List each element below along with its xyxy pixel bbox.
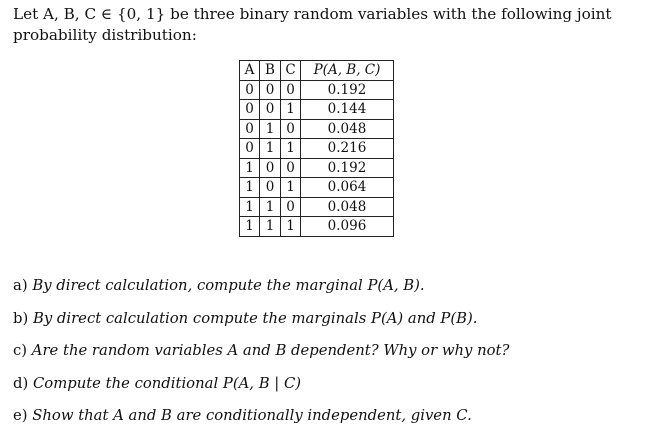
- cell-c: 1: [281, 217, 301, 237]
- question-text: Compute the conditional P(A, B | C): [32, 374, 302, 392]
- cell-probability: 0.096: [301, 217, 394, 237]
- cell-a: 1: [240, 158, 260, 178]
- cell-c: 0: [281, 158, 301, 178]
- cell-b: 0: [260, 158, 281, 178]
- question-list: [13, 276, 653, 439]
- question-text: Are the random variables A and B dependent? Why or why not?: [31, 342, 510, 360]
- header-c: C: [281, 61, 301, 81]
- cell-a: 0: [240, 100, 260, 120]
- question-text: By direct calculation compute the marginals P(A) and P(B).: [32, 309, 478, 327]
- cell-c: 1: [281, 178, 301, 198]
- table-row: [240, 217, 394, 237]
- header-a: A: [240, 61, 260, 81]
- cell-probability: 0.064: [301, 178, 394, 198]
- table-row: [240, 100, 394, 120]
- question-item: [13, 341, 653, 374]
- question-label: c): [13, 342, 28, 360]
- cell-c: 1: [281, 100, 301, 120]
- cell-a: 1: [240, 178, 260, 198]
- cell-b: 1: [260, 139, 281, 159]
- joint-probability-table: [239, 60, 394, 237]
- question-label: b): [13, 309, 29, 327]
- question-item: [13, 406, 653, 439]
- cell-b: 1: [260, 119, 281, 139]
- question-item: [13, 276, 653, 309]
- cell-probability: 0.192: [301, 158, 394, 178]
- header-b: B: [260, 61, 281, 81]
- cell-c: 0: [281, 80, 301, 100]
- cell-a: 0: [240, 119, 260, 139]
- header-probability: P(A, B, C): [301, 61, 394, 81]
- cell-a: 1: [240, 197, 260, 217]
- cell-probability: 0.216: [301, 139, 394, 159]
- question-text: Show that A and B are conditionally independent, given C.: [32, 407, 472, 425]
- question-label: a): [13, 277, 28, 294]
- cell-probability: 0.192: [301, 80, 394, 100]
- cell-b: 0: [260, 80, 281, 100]
- cell-b: 1: [260, 197, 281, 217]
- cell-a: 1: [240, 217, 260, 237]
- table-header-row: [240, 61, 394, 81]
- cell-c: 0: [281, 119, 301, 139]
- cell-b: 0: [260, 178, 281, 198]
- cell-a: 0: [240, 80, 260, 100]
- cell-b: 1: [260, 217, 281, 237]
- cell-c: 0: [281, 197, 301, 217]
- question-label: e): [13, 407, 28, 425]
- cell-probability: 0.144: [301, 100, 394, 120]
- table-row: [240, 139, 394, 159]
- cell-probability: 0.048: [301, 197, 394, 217]
- question-label: d): [13, 374, 29, 392]
- table-row: [240, 178, 394, 198]
- cell-probability: 0.048: [301, 119, 394, 139]
- problem-intro: Let A, B, C ∈ {0, 1} be three binary random variables with the following joint probability distribution:: [13, 5, 612, 44]
- cell-c: 1: [281, 139, 301, 159]
- question-item: [13, 309, 653, 342]
- question-text: By direct calculation, compute the marginal P(A, B).: [32, 277, 425, 294]
- question-item: [13, 374, 653, 407]
- cell-b: 0: [260, 100, 281, 120]
- cell-a: 0: [240, 139, 260, 159]
- table-row: [240, 197, 394, 217]
- table-row: [240, 119, 394, 139]
- table-row: [240, 80, 394, 100]
- table-row: [240, 158, 394, 178]
